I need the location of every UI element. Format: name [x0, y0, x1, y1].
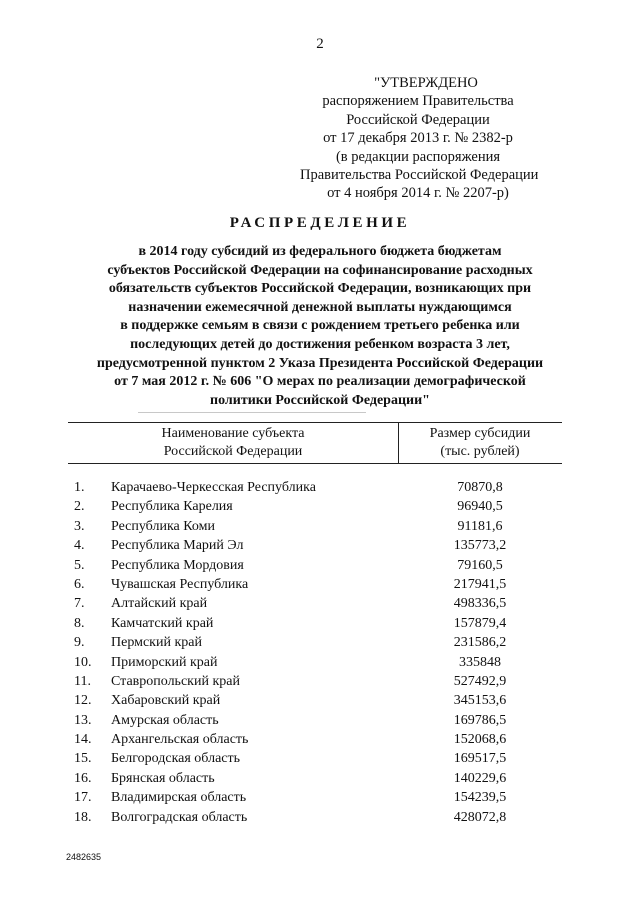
- row-number: 3.: [74, 518, 85, 534]
- table-row: [0, 653, 640, 672]
- row-amount: 498336,5: [453, 596, 507, 612]
- table-row: [0, 594, 640, 613]
- approval-line: (в редакции распоряжения: [335, 148, 501, 165]
- row-amount: 527492,9: [453, 673, 507, 689]
- subtitle-line: субъектов Российской Федерации на софинансирование расходных: [107, 262, 533, 278]
- row-number: 9.: [74, 635, 85, 651]
- approval-heading: "УТВЕРЖДЕНО: [374, 75, 478, 91]
- approval-line: распоряжением Правительства: [322, 93, 514, 110]
- row-number: 17.: [74, 790, 92, 806]
- row-number: 18.: [74, 809, 92, 825]
- row-amount: 217941,5: [453, 576, 507, 592]
- row-region: Амурская область: [111, 712, 219, 728]
- table-row: [0, 691, 640, 710]
- divider: [138, 412, 366, 413]
- row-region: Пермский край: [111, 635, 202, 651]
- column-header-line: (тыс. рублей): [440, 444, 520, 459]
- approval-line: от 17 декабря 2013 г. № 2382-р: [323, 130, 513, 147]
- row-number: 7.: [74, 596, 85, 612]
- row-amount: 140229,6: [453, 770, 507, 786]
- row-region: Республика Коми: [111, 518, 215, 534]
- table-row: [0, 575, 640, 594]
- row-number: 16.: [74, 770, 92, 786]
- row-amount: 70870,8: [457, 480, 503, 495]
- row-amount: 169786,5: [453, 712, 507, 728]
- row-region: Алтайский край: [111, 596, 208, 612]
- row-region: Хабаровский край: [111, 693, 221, 709]
- row-amount: 169517,5: [453, 751, 507, 767]
- page-number: 2: [316, 36, 324, 52]
- row-amount: 96940,5: [457, 499, 503, 515]
- row-amount: 135773,2: [453, 538, 507, 554]
- approval-line: Правительства Российской Федерации: [300, 167, 539, 184]
- row-number: 2.: [74, 499, 85, 515]
- subtitle-line: назначении ежемесячной денежной выплаты нуждающимся: [128, 299, 512, 315]
- row-amount: 91181,6: [457, 518, 503, 534]
- subtitle-line: предусмотренной пунктом 2 Указа Президента Российской Федерации: [96, 355, 544, 371]
- document-code: 2482635: [66, 852, 102, 862]
- table-row: [0, 536, 640, 555]
- row-number: 5.: [74, 557, 85, 573]
- row-amount: 335848: [459, 654, 501, 670]
- row-amount: 154239,5: [453, 790, 507, 806]
- row-amount: 231586,2: [453, 635, 507, 651]
- approval-line: Российской Федерации: [346, 111, 490, 128]
- subtitle-line: обязательств субъектов Российской Федерации, возникающих при: [108, 281, 532, 297]
- table-header: [68, 422, 562, 464]
- table-row: [0, 808, 640, 827]
- row-region: Республика Мордовия: [111, 557, 244, 573]
- row-amount: 157879,4: [453, 615, 507, 631]
- table-row: [0, 769, 640, 788]
- table-body: [0, 478, 640, 827]
- table-row: [0, 749, 640, 768]
- row-region: Чувашская Республика: [111, 576, 249, 592]
- column-header-line: Наименование субъекта: [161, 426, 305, 441]
- row-region: Камчатский край: [111, 615, 214, 631]
- row-number: 12.: [74, 693, 92, 709]
- table-row: [0, 672, 640, 691]
- row-number: 8.: [74, 615, 85, 631]
- table-row: [0, 788, 640, 807]
- row-region: Республика Карелия: [111, 499, 233, 515]
- row-region: Архангельская область: [111, 732, 249, 748]
- row-amount: 79160,5: [457, 557, 503, 573]
- row-amount: 428072,8: [453, 809, 507, 825]
- row-amount: 345153,6: [453, 693, 507, 709]
- row-number: 6.: [74, 576, 85, 592]
- row-region: Карачаево-Черкесская Республика: [111, 480, 316, 495]
- row-number: 1.: [74, 480, 85, 495]
- document-subtitle: [60, 243, 580, 410]
- subtitle-line: в 2014 году субсидий из федерального бюджета бюджетам: [138, 244, 502, 259]
- subtitle-line: последующих детей до достижения ребенком возраста 3 лет,: [130, 336, 510, 352]
- row-number: 13.: [74, 712, 92, 728]
- row-number: 10.: [74, 654, 92, 670]
- row-region: Ставропольский край: [111, 673, 240, 689]
- table-row: [0, 711, 640, 730]
- row-number: 4.: [74, 538, 85, 554]
- row-region: Белгородская область: [111, 751, 241, 767]
- row-number: 11.: [74, 673, 91, 689]
- subtitle-line: от 7 мая 2012 г. № 606 "О мерах по реализации демографической: [114, 374, 526, 390]
- column-header-amount: [398, 425, 562, 461]
- table-row: [0, 517, 640, 536]
- row-region: Приморский край: [111, 654, 218, 670]
- row-region: Волгоградская область: [111, 809, 248, 825]
- table-row: [0, 730, 640, 749]
- row-amount: 152068,6: [453, 732, 507, 748]
- row-region: Владимирская область: [111, 790, 247, 806]
- subtitle-line: в поддержке семьям в связи с рождением третьего ребенка или: [120, 318, 520, 334]
- table-row: [0, 478, 640, 497]
- row-region: Брянская область: [111, 770, 215, 786]
- table-row: [0, 633, 640, 652]
- column-header-line: Размер субсидии: [429, 426, 531, 441]
- table-row: [0, 614, 640, 633]
- approval-line: от 4 ноября 2014 г. № 2207-р): [327, 185, 509, 202]
- row-region: Республика Марий Эл: [111, 538, 244, 554]
- column-header-region: [68, 425, 398, 461]
- approval-block: [300, 74, 539, 203]
- column-header-line: Российской Федерации: [163, 444, 303, 459]
- table-row: [0, 497, 640, 516]
- document-title: РАСПРЕДЕЛЕНИЕ: [229, 215, 411, 231]
- subtitle-line: политики Российской Федерации": [210, 392, 430, 408]
- table-row: [0, 556, 640, 575]
- row-number: 14.: [74, 732, 92, 748]
- row-number: 15.: [74, 751, 92, 767]
